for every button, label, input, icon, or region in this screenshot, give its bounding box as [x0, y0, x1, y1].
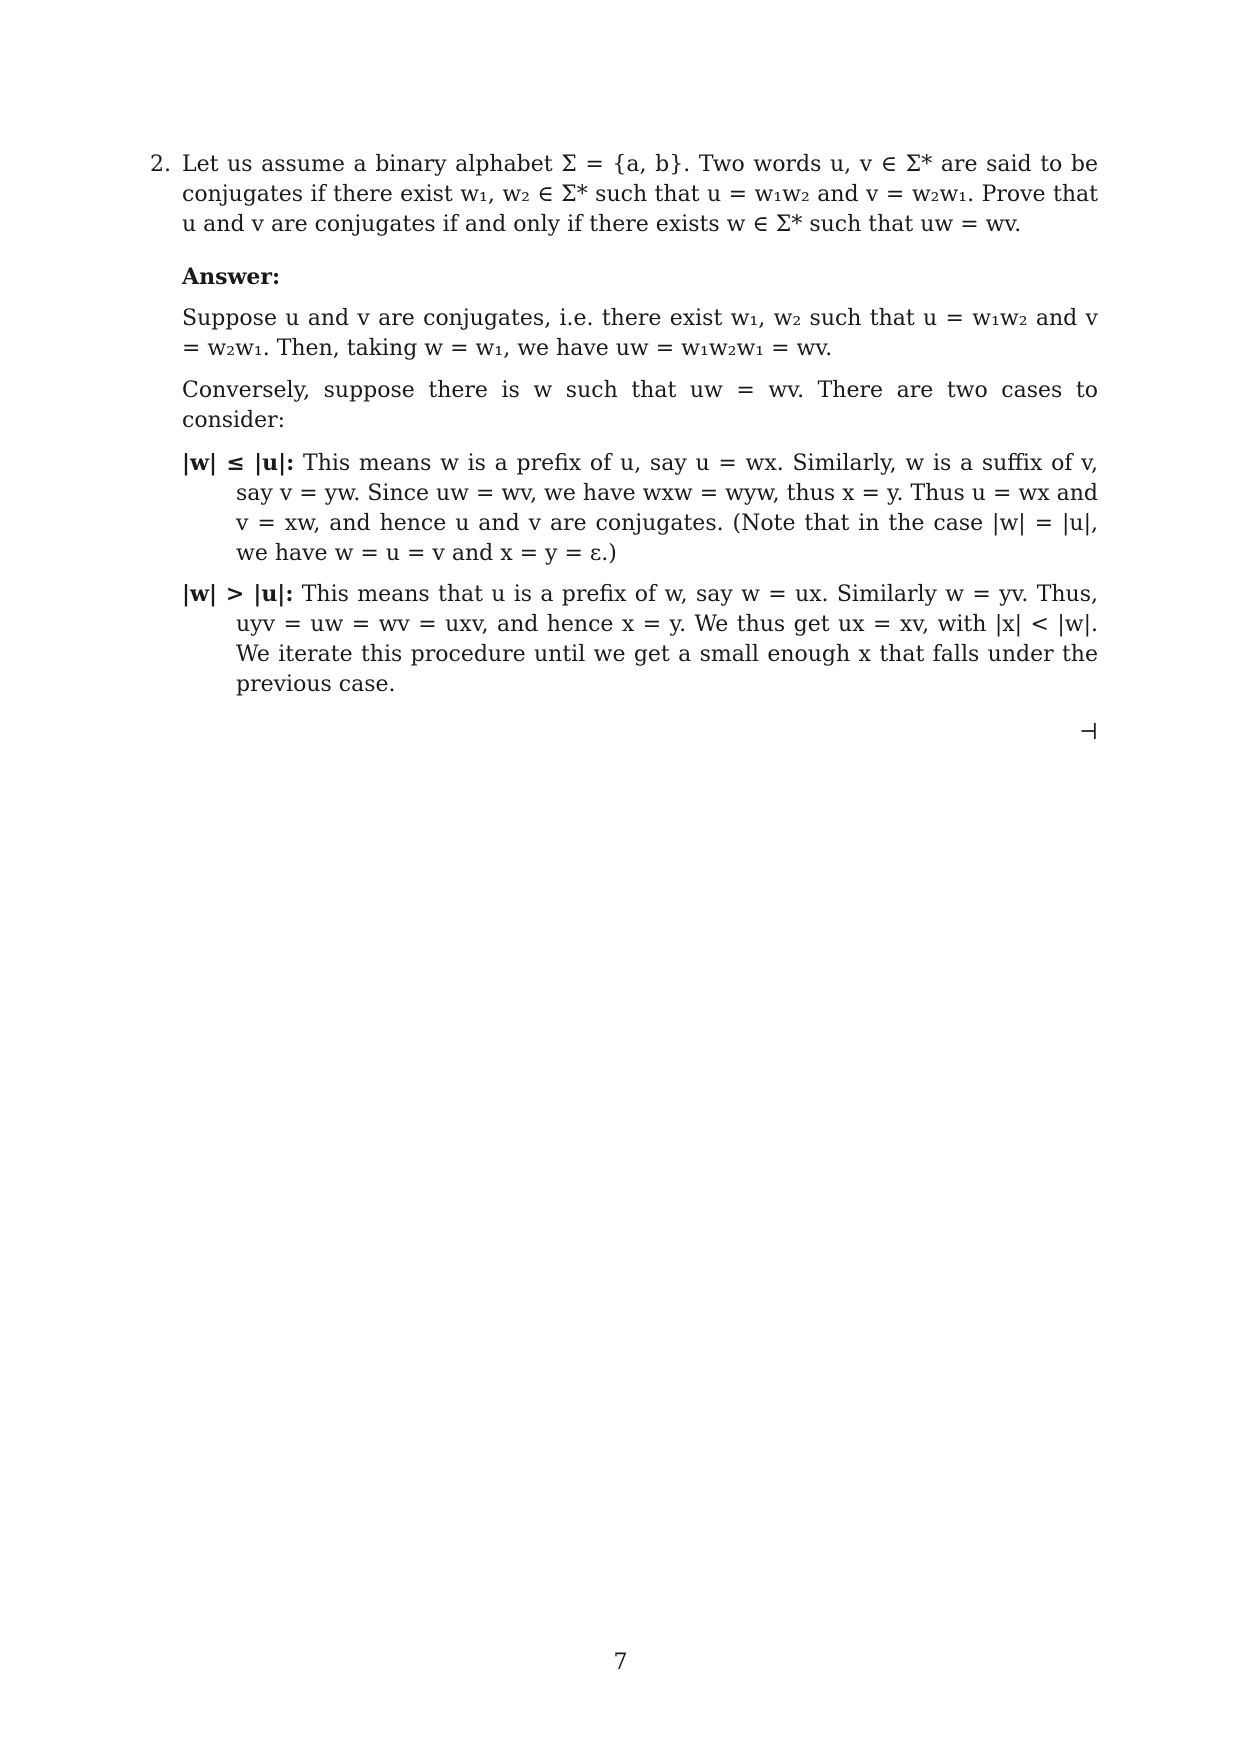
- case-text: This means that u is a prefix of w, say w = ux. Similarly w = yv. Thus, uyv = uw = wv = uxv, and hence x = y. We thus get ux = xv, with |x| < |w|. We iterate this procedure until we get a small enough x that falls under the previous case.: [236, 582, 1098, 697]
- problem-block: [150, 150, 1098, 748]
- answer-heading: Answer:: [182, 264, 281, 290]
- problem-number: 2.: [150, 152, 171, 177]
- answer-paragraph-2: Conversely, suppose there is w such that uw = wv. There are two cases to consider:: [182, 378, 1098, 433]
- case-label: |w| ≤ |u|:: [182, 450, 295, 476]
- end-of-proof-symbol: ⊣: [1079, 720, 1098, 745]
- answer-block: [182, 262, 1098, 748]
- case-label: |w| > |u|:: [182, 581, 294, 607]
- case-text: This means w is a prefix of u, say u = wx. Similarly, w is a suffix of v, say v = yw. Since uw = wv, we have wxw = wyw, thus x = y. Thus u = wx and v = xw, and hence u and v are conjugates. (Note that in the case |w| = |u|, we have w = u = v and x = y = ε.): [236, 451, 1098, 566]
- page-number: 7: [613, 1650, 628, 1675]
- case-item: [182, 579, 1098, 700]
- case-item: [182, 448, 1098, 569]
- answer-paragraph-1: Suppose u and v are conjugates, i.e. there exist w₁, w₂ such that u = w₁w₂ and v = w₂w₁. Then, taking w = w₁, we have uw = w₁w₂w₁ = wv.: [182, 306, 1098, 361]
- problem-statement: Let us assume a binary alphabet Σ = {a, b}. Two words u, v ∈ Σ* are said to be conjugates if there exist w₁, w₂ ∈ Σ* such that u = w₁w₂ and v = w₂w₁. Prove that u and v are conjugates if and only if there exists w ∈ Σ* such that uw = wv.: [182, 152, 1098, 237]
